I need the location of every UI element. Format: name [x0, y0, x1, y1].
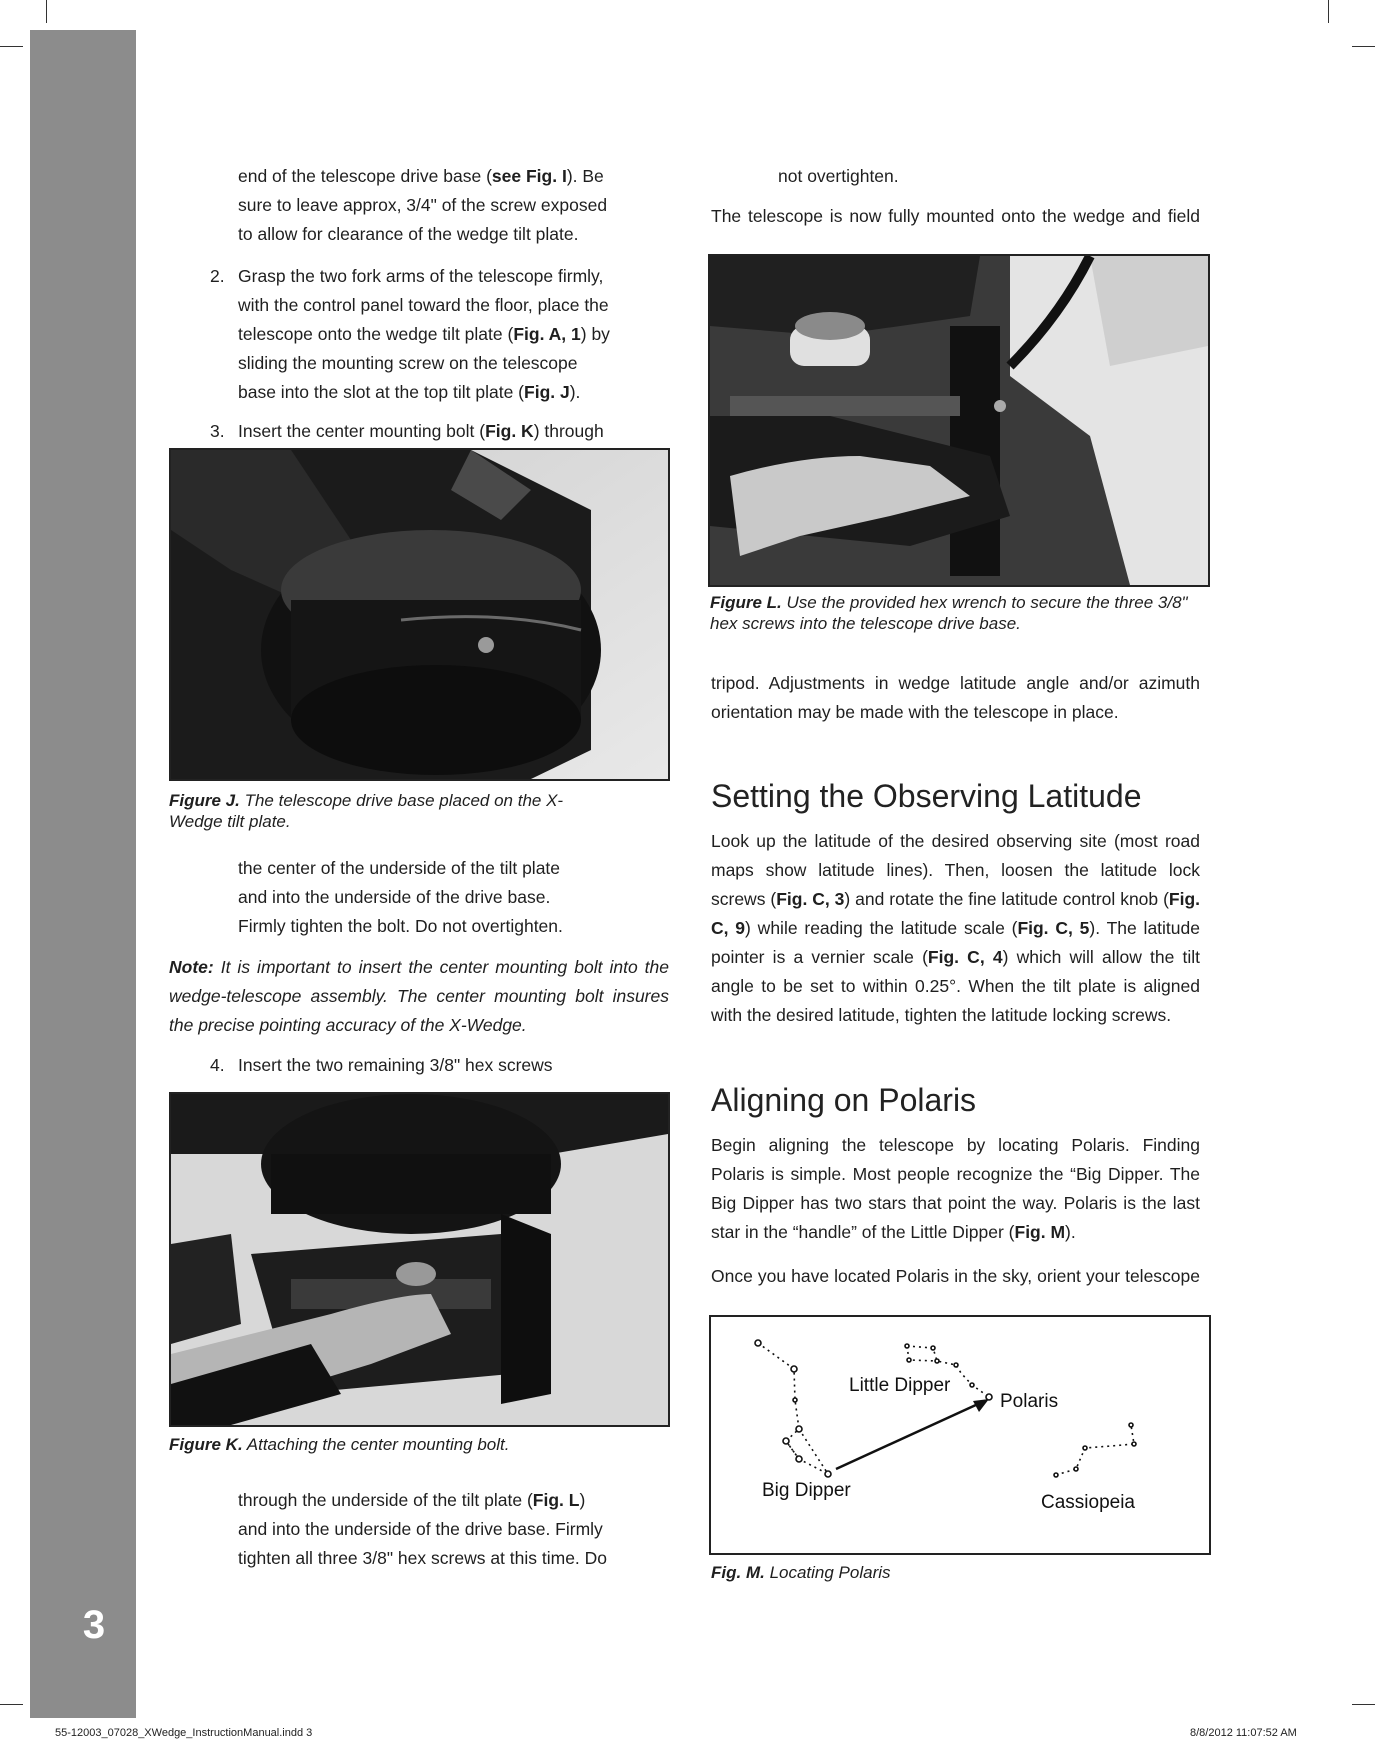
step-number: 3. — [210, 421, 225, 441]
star-little-dipper — [954, 1363, 958, 1367]
note-paragraph: Note: It is important to insert the center mounting bolt into the wedge-telescope assembly. The center mounting bolt insures the precise pointing accuracy of the X-Wedge. — [169, 957, 669, 1035]
paragraph-screw: end of the telescope drive base (see Fig. I). Be sure to leave approx, 3/4" of the screw exposed to allow for clearance of the wedge tilt plate. — [238, 166, 608, 244]
step-2-text: Grasp the two fork arms of the telescope firmly, with the control panel toward the floor, place the telescope onto the wedge tilt plate (Fig. A, 1) by sliding the mounting screw on the telescope base into the slot at the top tilt plate (Fig. J). — [238, 266, 610, 402]
page-number: 3 — [82, 1603, 106, 1647]
star-big-dipper — [796, 1426, 802, 1432]
star-cassiopeia — [1132, 1442, 1136, 1446]
paragraph-center-bolt: the center of the underside of the tilt plate and into the underside of the drive base. Firmly tighten the bolt. Do not overtighten. — [238, 858, 563, 936]
label-big-dipper: Big Dipper — [762, 1480, 851, 1501]
paragraph-hex-screws: through the underside of the tilt plate (Fig. L) and into the underside of the drive base. Firmly tighten all three 3/8" hex screws at this time. Do — [238, 1490, 608, 1568]
figure-l-photo — [708, 254, 1210, 587]
sidebar-band — [30, 30, 136, 1718]
star-little-dipper — [905, 1344, 909, 1348]
crop-mark — [1352, 46, 1375, 47]
paragraph-tripod: tripod. Adjustments in wedge latitude angle and/or azimuth orientation may be made with the telescope in place. — [711, 673, 1200, 722]
label-polaris: Polaris — [1000, 1391, 1059, 1412]
footer-file-name: 55-12003_07028_XWedge_InstructionManual.indd 3 — [55, 1727, 313, 1739]
figure-l-caption: Figure L. Use the provided hex wrench to secure the three 3/8" hex screws into the telescope drive base. — [710, 593, 1188, 633]
step-number: 4. — [210, 1055, 225, 1075]
step-4-text: Insert the two remaining 3/8" hex screws — [238, 1055, 553, 1075]
paragraph-orient-telescope: Once you have located Polaris in the sky, orient your telescope — [711, 1266, 1200, 1286]
paragraph-not-overtighten: not overtighten. — [778, 166, 899, 186]
paragraph-polaris: Begin aligning the telescope by locating Polaris. Finding Polaris is simple. Most people recognize the “Big Dipper. The Big Dipper has two stars that point the way. Polaris is the last star in the “handle” of the Little Dipper (Fig. M). — [711, 1135, 1200, 1242]
label-little-dipper: Little Dipper — [849, 1375, 951, 1396]
star-cassiopeia — [1054, 1473, 1058, 1477]
figure-m-caption: Fig. M. Locating Polaris — [711, 1563, 891, 1582]
star-big-dipper — [791, 1366, 797, 1372]
star-cassiopeia — [1074, 1467, 1078, 1471]
crop-mark — [1352, 1704, 1375, 1705]
heading-observing-latitude: Setting the Observing Latitude — [711, 778, 1142, 814]
star-little-dipper — [931, 1346, 935, 1350]
footer-datetime: 8/8/2012 11:07:52 AM — [1190, 1727, 1297, 1739]
crop-mark — [0, 46, 23, 47]
star-cassiopeia — [1083, 1446, 1087, 1450]
crop-mark — [0, 1704, 23, 1705]
step-3-text: Insert the center mounting bolt (Fig. K) through — [238, 421, 604, 441]
star-little-dipper — [907, 1358, 911, 1362]
figure-j-photo — [169, 448, 670, 781]
figure-j-caption: Figure J. The telescope drive base placed on the X-Wedge tilt plate. — [169, 791, 564, 831]
star-big-dipper — [796, 1456, 802, 1462]
star-little-dipper — [970, 1383, 974, 1387]
step-number: 2. — [210, 266, 225, 286]
figure-m-star-map — [709, 1315, 1211, 1555]
star-little-dipper — [935, 1359, 939, 1363]
star-polaris — [986, 1394, 992, 1400]
label-cassiopeia: Cassiopeia — [1041, 1492, 1135, 1513]
heading-aligning-polaris: Aligning on Polaris — [711, 1082, 977, 1118]
paragraph-fully-mounted: The telescope is now fully mounted onto the wedge and field — [711, 206, 1200, 226]
star-big-dipper — [825, 1471, 831, 1477]
star-big-dipper — [755, 1340, 761, 1346]
star-cassiopeia — [1129, 1423, 1133, 1427]
star-big-dipper — [793, 1398, 797, 1402]
figure-k-caption: Figure K. Attaching the center mounting bolt. — [169, 1435, 510, 1454]
paragraph-latitude: Look up the latitude of the desired observing site (most road maps show latitude lines). Then, loosen the latitude lock screws (Fig. C, 3) and rotate the fine latitude control knob (Fig. C, 9) while reading the latitude scale (Fig. C, 5). The latitude pointer is a vernier scale (Fig. C, 4) which will allow the tilt angle to be set to within 0.25°. When the tilt plate is aligned with the desired latitude, tighten the latitude locking screws. — [711, 831, 1201, 1025]
star-big-dipper — [783, 1438, 789, 1444]
crop-mark — [1328, 0, 1329, 23]
crop-mark — [46, 0, 47, 23]
figure-k-photo — [169, 1092, 670, 1427]
